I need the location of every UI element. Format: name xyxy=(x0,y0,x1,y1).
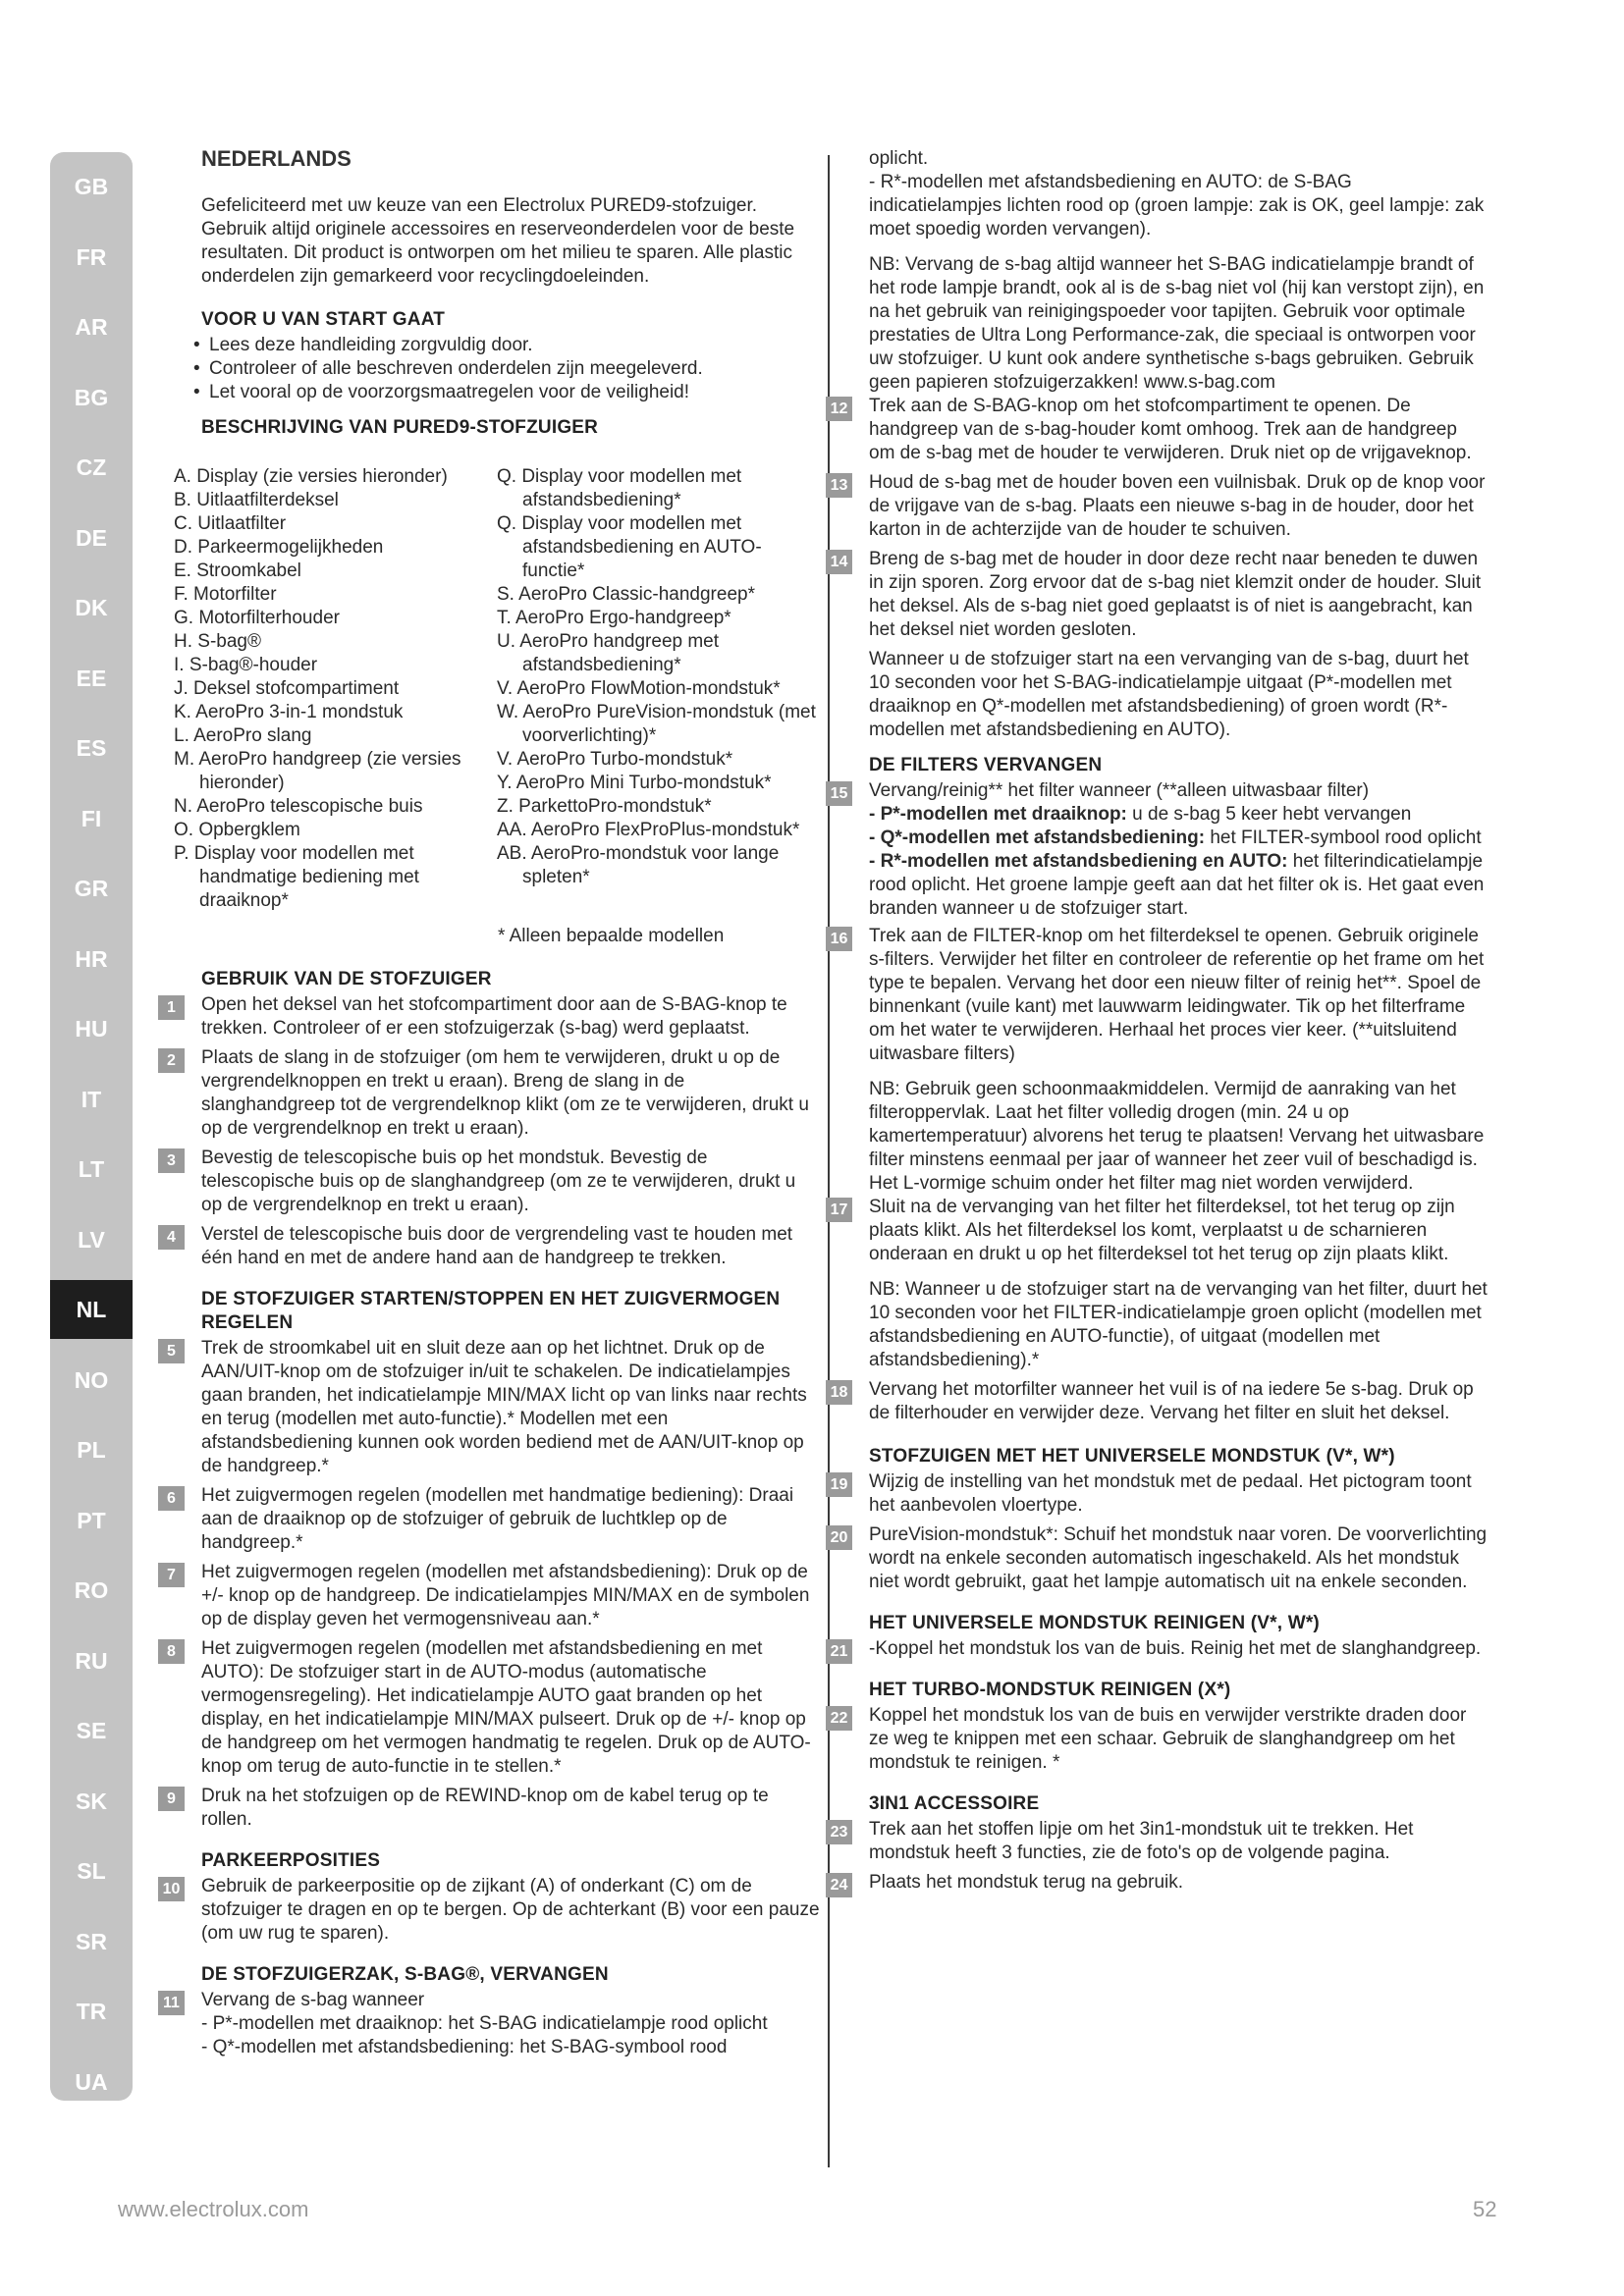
step-text: Druk na het stofzuigen op de REWIND-knop om de kabel terug op te rollen. xyxy=(201,1786,769,1830)
step-19 xyxy=(830,1470,1488,1518)
step-subtext: - Q*-modellen met afstandsbediening: het S-BAG-symbool rood xyxy=(201,2037,728,2057)
step-10 xyxy=(162,1875,820,1946)
bullet-item: • Lees deze handleiding zorgvuldig door. xyxy=(191,334,820,357)
step-24 xyxy=(830,1871,1488,1895)
park-steps xyxy=(162,1875,820,1946)
universal-nozzle-steps xyxy=(830,1470,1488,1594)
part-item: C. Uitlaatfilter xyxy=(174,513,287,534)
part-item: Z. ParkettoPro-mondstuk* xyxy=(497,796,712,817)
filters-heading: DE FILTERS VERVANGEN xyxy=(869,755,1103,775)
part-item: K. AeroPro 3-in-1 mondstuk xyxy=(174,702,404,722)
accessory-steps xyxy=(830,1818,1488,1895)
lang-tab-se[interactable]: SE xyxy=(76,1718,107,1743)
lang-tab-gr[interactable]: GR xyxy=(74,876,109,901)
step-number: 8 xyxy=(158,1639,185,1664)
bag-steps xyxy=(163,1989,820,2059)
lang-tab-hu[interactable]: HU xyxy=(75,1016,108,1041)
parts-list xyxy=(174,465,820,913)
description-heading: BESCHRIJVING VAN PURED9-STOFZUIGER xyxy=(201,417,599,438)
part-item: O. Opbergklem xyxy=(174,820,300,840)
part-item: D. Parkeermogelijkheden xyxy=(174,537,384,558)
step-number: 6 xyxy=(158,1486,185,1511)
step-7 xyxy=(167,1561,820,1631)
part-item: I. S-bag®-houder xyxy=(174,655,318,675)
step-3 xyxy=(167,1147,820,1217)
parts-note: * Alleen bepaalde modellen xyxy=(498,926,725,946)
step-number: 17 xyxy=(826,1198,852,1222)
step-number: 1 xyxy=(158,995,185,1020)
part-item: N. AeroPro telescopische buis xyxy=(174,796,423,817)
step-number: 4 xyxy=(158,1225,185,1250)
lang-tab-ro[interactable]: RO xyxy=(74,1577,109,1603)
part-item: S. AeroPro Classic-handgreep* xyxy=(497,584,755,605)
step-5 xyxy=(167,1337,820,1478)
step-number: 16 xyxy=(826,927,852,951)
lang-tab-bg[interactable]: BG xyxy=(74,384,109,410)
footer-url: www.electrolux.com xyxy=(118,2197,309,2221)
start-stop-steps xyxy=(167,1337,820,1832)
step-16: 16 Trek aan de FILTER-knop om het filterdeksel te openen. Gebruik originele s-filters. Verwijder het filter en controleer de referentie op het frame om het type te bepalen. Vervang het door een nieuw filter of reinig het**. Spoel de binnenkant (vuile kant) met lauwwarm leidingwater. Tik op het filterframe om het water te verwijderen. Herhaal het proces vier keer. (**uitsluitend uitwasbare filters) xyxy=(839,925,1488,1066)
step-12 xyxy=(830,395,1488,465)
bag-note: NB: Vervang de s-bag altijd wanneer het S-BAG indicatielampje brandt of het rode lampje brandt, ook al is de s-bag niet vol (hij kan verstopt zijn), en na het gebruik van reinigingspoeder voor tapijten. Gebruik voor optimale prestaties de Ultra Long Performance-zak, die speciaal is ontworpen voor uw stofzuiger. U kunt ook andere synthetische s-bags gebruiken. Gebruik geen papieren stofzuigerzakken! www.s-bag.com xyxy=(869,254,1485,393)
step-18: 18 Vervang het motorfilter wanneer het vuil is of na iedere 5e s-bag. Druk op de filterhouder en verwijder deze. Vervang het filter en sluit het deksel. xyxy=(839,1378,1488,1425)
step-23 xyxy=(830,1818,1488,1865)
intro-text: Gefeliciteerd met uw keuze van een Electrolux PURED9-stofzuiger. Gebruik altijd originele accessoires en reserveonderdelen voor de beste resultaten. Dit product is ontworpen om het milieu te sparen. Alle plastic onderdelen zijn gemarkeerd voor recyclingdoeleinden. xyxy=(201,195,795,287)
lang-tab-ru[interactable]: RU xyxy=(75,1647,108,1674)
clean-nozzle-heading: HET UNIVERSELE MONDSTUK REINIGEN (V*, W*) xyxy=(869,1613,1320,1633)
step-6 xyxy=(167,1484,820,1555)
step-text: Plaats de slang in de stofzuiger (om hem te verwijderen, drukt u op de vergrendelknoppen en trekt u eraan). Breng de slang in de slanghandgreep tot de vergrendelknop klikt (om ze te verwijderen, drukt u op de vergrendelknop en trekt u eraan). xyxy=(201,1047,809,1139)
step-11 xyxy=(163,1989,820,2059)
step-text: Het zuigvermogen regelen (modellen met handmatige bediening): Draai aan de draaiknop op de stofzuiger of gebruik de luchtklep op de handgreep.* xyxy=(201,1485,794,1553)
step-text: Trek aan het stoffen lipje om het 3in1-mondstuk uit te trekken. Het mondstuk heeft 3 functies, zie de foto's op de volgende pagina. xyxy=(869,1819,1414,1863)
lang-tab-sr[interactable]: SR xyxy=(76,1928,107,1954)
universal-nozzle-heading: STOFZUIGEN MET HET UNIVERSELE MONDSTUK (V*, W*) xyxy=(869,1446,1395,1467)
lang-tab-gb[interactable]: GB xyxy=(74,174,109,199)
step-text: PureVision-mondstuk*: Schuif het mondstuk naar voren. De voorverlichting wordt na enkele seconden automatisch ingeschakeld. Als het mondstuk niet wordt gebruikt, gaat het lampje automatisch uit na enkele seconden. xyxy=(869,1524,1488,1592)
bullet-item: • Controleer of alle beschreven onderdelen zijn meegeleverd. xyxy=(191,357,820,381)
part-item: Q. Display voor modellen met afstandsbediening en AUTO-functie* xyxy=(497,513,762,581)
step-number: 18 xyxy=(826,1380,852,1405)
step-1 xyxy=(167,993,820,1041)
lang-tab-ua[interactable]: UA xyxy=(75,2068,108,2095)
lang-tab-sl[interactable]: SL xyxy=(77,1858,106,1884)
step-number: 22 xyxy=(826,1706,852,1731)
step-text: Het zuigvermogen regelen (modellen met afstandsbediening en met AUTO): De stofzuiger start in de AUTO-modus (automatische vermogensregeling). Het indicatielampje AUTO gaat branden op het display, en het indicatielampje MIN/MAX pulseert. Druk op de +/- knop op de handgreep om het vermogen handmatig te regelen. Druk op de AUTO-knop om terug de auto-functie in te stellen.* xyxy=(201,1638,811,1777)
part-item: E. Stroomkabel xyxy=(174,561,301,581)
step-number: 20 xyxy=(826,1525,852,1550)
step-number: 5 xyxy=(158,1339,185,1363)
use-steps xyxy=(167,993,820,1270)
step-4 xyxy=(167,1223,820,1270)
lang-tab-tr[interactable]: TR xyxy=(76,1999,107,2024)
bag-continued-1: oplicht. xyxy=(869,148,929,169)
lang-tab-lv[interactable]: LV xyxy=(78,1226,105,1253)
bullet-item: • Let vooral op de voorzorgsmaatregelen voor de veiligheid! xyxy=(191,381,820,404)
lang-tab-es[interactable]: ES xyxy=(76,735,107,761)
language-title: NEDERLANDS xyxy=(201,146,352,171)
step-text: Trek de stroomkabel uit en sluit deze aan op het lichtnet. Druk op de AAN/UIT-knop om de stofzuiger in/uit te schakelen. De indicatielampjes gaan branden, het indicatielampje MIN/MAX licht op van links naar rechts en terug (modellen met auto-functie).* Modellen met een afstandsbediening kunnen ook worden bediend met de AAN/UIT-knop op de handgreep.* xyxy=(201,1338,807,1476)
part-item: H. S-bag® xyxy=(174,631,261,652)
step-number: 19 xyxy=(826,1472,852,1497)
bag-restart-note: Wanneer u de stofzuiger start na een vervanging van de s-bag, duurt het 10 seconden voor het S-BAG-indicatielampje uitgaat (P*-modellen met draaiknop en Q*-modellen met afstandsbediening) of groen wordt (R*-modellen met afstandsbediening en AUTO). xyxy=(869,649,1469,740)
part-item: G. Motorfilterhouder xyxy=(174,608,340,628)
part-item: J. Deksel stofcompartiment xyxy=(174,678,400,699)
lang-tab-pt[interactable]: PT xyxy=(77,1507,106,1533)
step-text: Open het deksel van het stofcompartiment door aan de S-BAG-knop te trekken. Controleer of er een stofzuigerzak (s-bag) werd geplaatst. xyxy=(201,994,787,1039)
part-item: W. AeroPro PureVision-mondstuk (met voorverlichting)* xyxy=(497,702,816,746)
lang-tab-ar[interactable]: AR xyxy=(75,314,108,340)
step-number: 14 xyxy=(826,550,852,574)
step-9 xyxy=(167,1785,820,1832)
before-start-heading: VOOR U VAN START GAAT xyxy=(201,309,446,330)
step-number: 21 xyxy=(826,1639,852,1664)
step-8 xyxy=(167,1637,820,1779)
bag-continued-2: - R*-modellen met afstandsbediening en AUTO: de S-BAG indicatielampjes lichten rood op (groen lampje: zak is OK, geel lampje: zak moet spoedig worden vervangen). xyxy=(869,172,1485,240)
lang-tab-nl[interactable]: NL xyxy=(50,1280,133,1339)
step-text: Wijzig de instelling van het mondstuk met de pedaal. Het pictogram toont het aanbevolen vloertype. xyxy=(869,1471,1472,1516)
step-text: Verstel de telescopische buis door de vergrendeling vast te houden met één hand en met de andere hand aan de handgreep te trekken. xyxy=(201,1224,793,1268)
step-number: 11 xyxy=(158,1991,185,2015)
step-text: -Koppel het mondstuk los van de buis. Reinig het met de slanghandgreep. xyxy=(869,1638,1482,1659)
part-item: Q. Display voor modellen met afstandsbediening* xyxy=(497,466,742,510)
page-number: 52 xyxy=(1473,2197,1497,2221)
part-item: Y. AeroPro Mini Turbo-mondstuk* xyxy=(497,773,772,793)
turbo-nozzle-heading: HET TURBO-MONDSTUK REINIGEN (X*) xyxy=(869,1680,1231,1700)
lang-tab-no[interactable]: NO xyxy=(74,1366,109,1393)
before-start-list xyxy=(191,334,820,404)
step-number: 15 xyxy=(826,781,852,806)
part-item: T. AeroPro Ergo-handgreep* xyxy=(497,608,731,628)
step-17: 17 Sluit na de vervanging van het filter het filterdeksel, tot het terug op zijn plaats klikt. Als het filterdeksel los komt, verplaatst u de scharnieren onderaan en drukt u op het filterdeksel tot het terug op zijn plaats klikt. xyxy=(839,1196,1488,1266)
column-divider xyxy=(828,155,830,2167)
part-item: F. Motorfilter xyxy=(174,584,277,605)
use-heading: GEBRUIK VAN DE STOFZUIGER xyxy=(201,969,492,989)
step-number: 2 xyxy=(158,1048,185,1073)
lang-tab-pl[interactable]: PL xyxy=(77,1437,106,1463)
step-text: Gebruik de parkeerpositie op de zijkant (A) of onderkant (C) om de stofzuiger te dragen en op te bergen. Op de achterkant (B) voor een pauze (om uw rug te sparen). xyxy=(201,1876,820,1944)
lang-tab-de[interactable]: DE xyxy=(76,524,107,551)
step-text: Bevestig de telescopische buis op het mondstuk. Bevestig de telescopische buis op de slanghandgreep (om ze te verwijderen, drukt u op de vergrendelknop en trekt u eraan). xyxy=(201,1148,796,1215)
step-22 xyxy=(830,1704,1488,1775)
step-text: Trek aan de S-BAG-knop om het stofcompartiment te openen. De handgreep van de s-bag-houder komt omhoog. Trek aan de handgreep om de s-bag met de houder te verwijderen. Druk niet op de vrijgaveknop. xyxy=(869,396,1472,463)
part-item: P. Display voor modellen met handmatige bediening met draaiknop* xyxy=(174,843,419,911)
start-stop-heading: DE STOFZUIGER STARTEN/STOPPEN EN HET ZUIGVERMOGEN REGELEN xyxy=(201,1289,781,1333)
turbo-nozzle-steps xyxy=(830,1704,1488,1775)
step-number: 13 xyxy=(826,473,852,498)
right-column xyxy=(830,147,1488,1900)
left-column xyxy=(162,146,820,2065)
step-number: 10 xyxy=(158,1877,185,1901)
part-item: V. AeroPro FlowMotion-mondstuk* xyxy=(497,678,781,699)
lang-tab-fr[interactable]: FR xyxy=(76,243,107,270)
language-sidebar xyxy=(50,152,133,2101)
lang-tab-cz[interactable]: CZ xyxy=(76,454,107,480)
part-item: A. Display (zie versies hieronder) xyxy=(174,466,448,487)
step-text: Houd de s-bag met de houder boven een vuilnisbak. Druk op de knop voor de vrijgave van de s-bag. Plaats een nieuwe s-bag in de houder, door het karton in de achterzijde van de houder te schuiven. xyxy=(869,472,1486,540)
step-text: Breng de s-bag met de houder in door deze recht naar beneden te duwen in zijn sporen. Zorg ervoor dat de s-bag niet klemzit onder de houder. Sluit het deksel. Als de s-bag niet goed geplaatst is of niet is aangebracht, kan het deksel niet worden gesloten. xyxy=(869,549,1482,640)
parts-column-1 xyxy=(174,465,497,913)
step-2 xyxy=(167,1046,820,1141)
bag-steps-2 xyxy=(830,395,1488,642)
lang-tab-dk[interactable]: DK xyxy=(75,595,108,620)
step-number: 12 xyxy=(826,397,852,421)
bag-heading: DE STOFZUIGERZAK, S-BAG®, VERVANGEN xyxy=(201,1964,609,1985)
part-item: AA. AeroPro FlexProPlus-mondstuk* xyxy=(497,820,800,840)
filter-note: NB: Gebruik geen schoonmaakmiddelen. Vermijd de aanraking van het filteroppervlak. Laat het filter volledig drogen (min. 24 u op kamertemperatuur) alvorens het terug te plaatsen! Vervang het uitwasbare filter minstens eenmaal per jaar of wanneer het zeer vuil of beschadigd is. Het L-vormige schuim onder het filter mag niet worden verwijderd. xyxy=(869,1079,1485,1194)
filter-restart-note: NB: Wanneer u de stofzuiger start na de vervanging van het filter, duurt het 10 seconden voor het FILTER-indicatielampje groen oplicht (modellen met afstandsbediening en AUTO-functie), of uitgaat (modellen met afstandsbediening).* xyxy=(869,1279,1488,1370)
step-text: Vervang de s-bag wanneer xyxy=(201,1990,425,2010)
step-number: 7 xyxy=(158,1563,185,1587)
step-14 xyxy=(830,548,1488,642)
part-item: L. AeroPro slang xyxy=(174,725,312,746)
lang-tab-sk[interactable]: SK xyxy=(76,1788,107,1814)
step-number: 24 xyxy=(826,1873,852,1897)
accessory-heading: 3IN1 ACCESSOIRE xyxy=(869,1793,1040,1814)
part-item: AB. AeroPro-mondstuk voor lange spleten* xyxy=(497,843,780,887)
step-20 xyxy=(830,1523,1488,1594)
step-number: 9 xyxy=(158,1787,185,1811)
part-item: B. Uitlaatfilterdeksel xyxy=(174,490,339,510)
park-heading: PARKEERPOSITIES xyxy=(201,1850,381,1871)
step-number: 23 xyxy=(826,1820,852,1844)
step-13 xyxy=(830,471,1488,542)
part-item: U. AeroPro handgreep met afstandsbediening* xyxy=(497,631,720,675)
step-text: Plaats het mondstuk terug na gebruik. xyxy=(869,1872,1184,1893)
step-number: 3 xyxy=(158,1148,185,1173)
lang-tab-it[interactable]: IT xyxy=(81,1086,102,1112)
lang-tab-lt[interactable]: LT xyxy=(78,1156,105,1182)
step-text: Koppel het mondstuk los van de buis en verwijder verstrikte draden door ze weg te knippen met een schaar. Gebruik de slanghandgreep om het mondstuk te reinigen. * xyxy=(869,1705,1467,1773)
lang-tab-ee[interactable]: EE xyxy=(76,665,107,691)
step-subtext: - P*-modellen met draaiknop: het S-BAG indicatielampje rood oplicht xyxy=(201,2013,768,2034)
lang-tab-fi[interactable]: FI xyxy=(81,805,102,831)
step-text: Het zuigvermogen regelen (modellen met afstandsbediening): Druk op de +/- knop op de handgreep. De indicatielampjes MIN/MAX en de symbolen op de display geven het vermogensniveau aan.* xyxy=(201,1562,810,1629)
part-item: V. AeroPro Turbo-mondstuk* xyxy=(497,749,733,770)
clean-nozzle-steps xyxy=(830,1637,1488,1661)
parts-column-2 xyxy=(497,465,820,913)
lang-tab-hr[interactable]: HR xyxy=(75,945,108,972)
part-item: M. AeroPro handgreep (zie versies hieronder) xyxy=(174,749,461,793)
step-21 xyxy=(830,1637,1488,1661)
step-15: 15 Vervang/reinig** het filter wanneer (**alleen uitwasbaar filter) - P*-modellen met draaiknop: u de s-bag 5 keer hebt vervangen - Q*-modellen met afstandsbediening: het FILTER-symbool rood oplicht - R*-modellen met afstandsbediening en AUTO: het filterindicatielampje rood oplicht. Het groene lampje geeft aan dat het filter ok is. Het gaat even branden wanneer u de stofzuiger start. xyxy=(839,779,1488,921)
